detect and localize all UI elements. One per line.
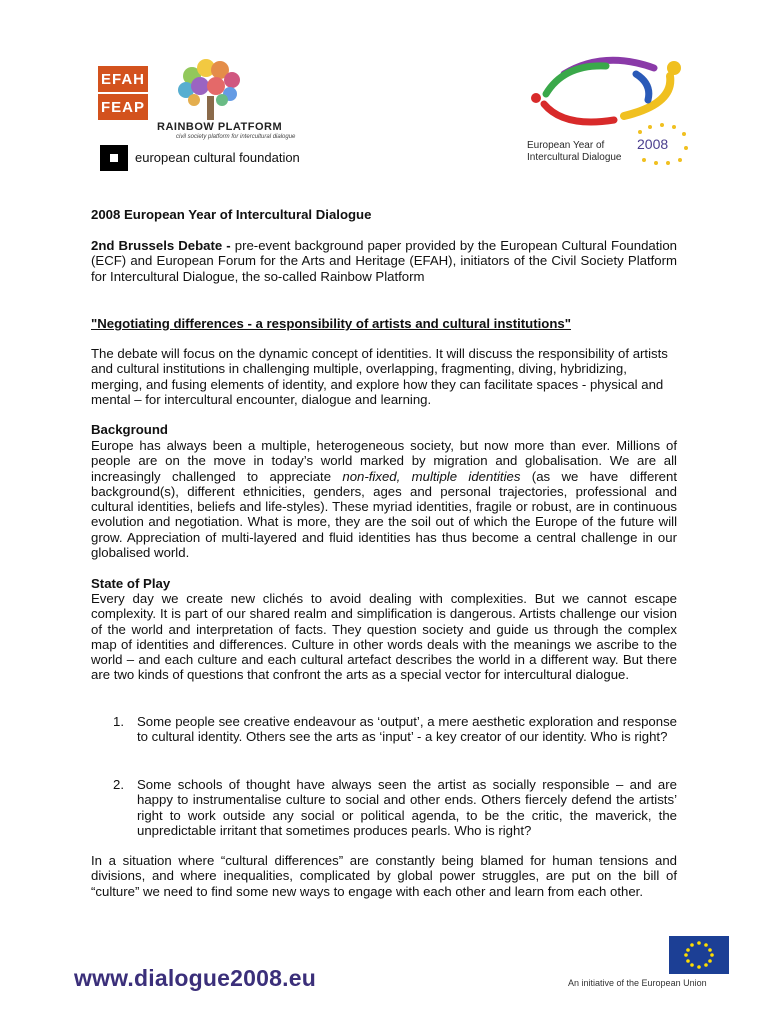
intro-text: pre-event background paper provided by the European Cultural Foundation (ECF) and European Forum for the Arts and Heritage (EFAH), initiators of the Civil Society Platform for Intercultural Dialogue, the so-called Rainbow Platform [91, 238, 677, 284]
efah-logo [98, 66, 148, 120]
eyid-logo-year: 2008 [637, 136, 669, 152]
state-heading: State of Play [91, 576, 171, 591]
background-text-b: (as we have different background(s), different ethnicities, genders, ages and personal trajectories, professional and cultural identities, beliefs and life-styles). These myriad identities, fragile or robust, are in continuous evolution and negotiation. What is more, they are the soil out of which the Europe of the future will grow. Appreciation of multi-layered and fluid identities has thus become a central challenge in our globalised world. [91, 468, 678, 561]
eu-flag-icon [669, 936, 729, 974]
background-paragraph [91, 438, 677, 560]
ecf-logo-square [100, 145, 128, 171]
ecf-logo-label: european cultural foundation [135, 150, 300, 165]
doc-title: 2008 European Year of Intercultural Dialogue [91, 207, 372, 222]
rainbow-platform-title: RAINBOW PLATFORM [157, 121, 283, 133]
efah-logo-line1: EFAH [98, 66, 148, 92]
question-list [91, 714, 677, 844]
eu-caption: An initiative of the European Union [568, 978, 707, 988]
background-emphasis: non-fixed, multiple identities [342, 468, 521, 484]
efah-logo-line2: FEAP [98, 92, 148, 120]
list-item-text: Some people see creative endeavour as ‘output’, a mere aesthetic exploration and response to cultural identity. Others see the arts as ‘input’ - a key creator of our identity. Who is right? [137, 714, 677, 745]
eyid-logo-line2: Intercultural Dialogue [527, 152, 622, 163]
focus-paragraph: The debate will focus on the dynamic concept of identities. It will discuss the responsibility of artists and cultural institutions in challenging multiple, overlapping, fragmenting, diving, hybridizing, merging, and fusing elements of identity, and explore how they can facilitate spaces - physical and mental – for intercultural encounter, dialogue and learning. [91, 346, 668, 407]
background-heading: Background [91, 422, 168, 437]
eyid-logo-text [527, 140, 622, 164]
list-item [91, 714, 677, 745]
list-item-number: 2. [113, 777, 124, 792]
rainbow-tree-icon [172, 56, 250, 122]
intro-bold-label: 2nd Brussels Debate - [91, 238, 231, 253]
eyid-stars-icon [634, 122, 692, 166]
intro-paragraph [91, 238, 677, 284]
list-item-text: Some schools of thought have always seen the artist as socially responsible – and are happy to instrumentalise culture to social and other ends. Others fiercely defend the artists’ right to work outside any social or political agenda, to be the critic, the maverick, the unpredictable irritant that sometimes produces pearls. Who is right? [137, 777, 677, 838]
list-item [91, 777, 677, 838]
footer-website-link[interactable]: www.dialogue2008.eu [74, 965, 316, 991]
list-item-number: 1. [113, 714, 124, 729]
debate-title: "Negotiating differences - a responsibility of artists and cultural institutions" [91, 316, 571, 331]
state-paragraph: Every day we create new clichés to avoid dealing with complexities. But we cannot escape complexity. It is part of our shared realm and simplification is dangerous. Artists challenge our vision of the world and interpretation of facts. They question society and guide us through the complex map of identities and differences. Culture in other words deals with the meanings we ascribe to the world – and each culture and each cultural artefact describes the world in a different way. But there are two kinds of questions that confront the arts as a special vector for intercultural dialogue. [91, 591, 677, 683]
eyid-logo-line1: European Year of [527, 140, 605, 151]
rainbow-platform-subtitle: civil society platform for intercultural dialogue [176, 134, 296, 140]
background-text-a: Europe has always been a multiple, heterogeneous society, but now more than ever. Millions of people are on the move in today’s world marked by migration and globalisation. We are all increasingly challenged to appreciate [91, 438, 677, 484]
closing-paragraph: In a situation where “cultural differences” are constantly being blamed for human tensions and divisions, and where inequalities, complicated by global power struggles, are put on the bill of “culture” we need to find some new ways to engage with each other and learn from each other. [91, 853, 677, 899]
eu-stars-icon [669, 936, 729, 974]
